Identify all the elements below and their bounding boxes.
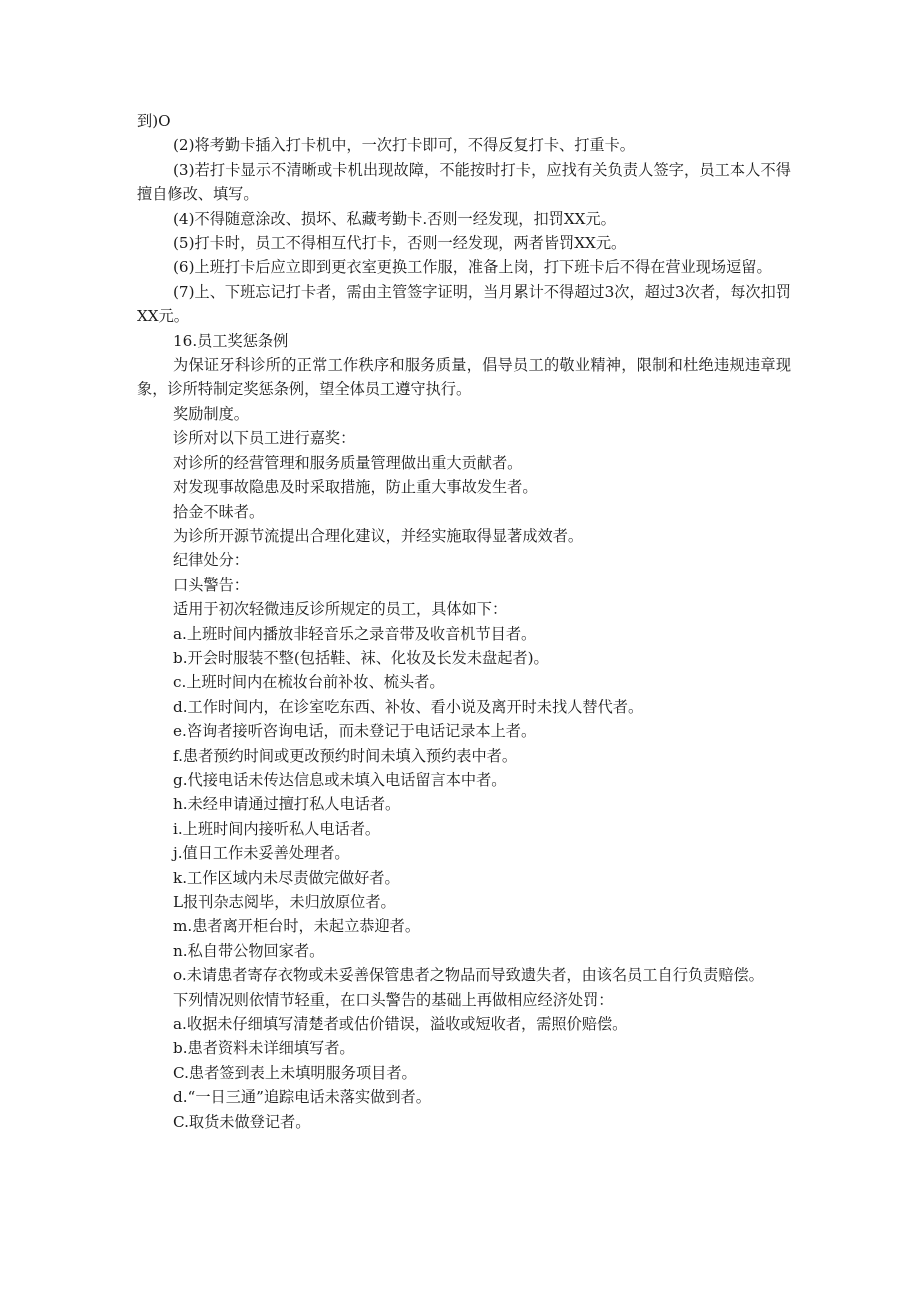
list-item: h.未经申请通过擅打私人电话者。 <box>173 795 401 814</box>
list-item: C.取货未做登记者。 <box>173 1112 311 1131</box>
paragraph: 诊所对以下员工进行嘉奖： <box>173 429 356 448</box>
paragraph: 对诊所的经营管理和服务质量管理做出重大贡献者。 <box>173 453 523 472</box>
list-item: i.上班时间内接听私人电话者。 <box>173 819 381 838</box>
paragraph: 对发现事故隐患及时采取措施，防止重大事故发生者。 <box>173 478 538 497</box>
list-item: b.患者资料未详细填写者。 <box>173 1039 355 1058</box>
list-item: d.工作时间内，在诊室吃东西、补妆、看小说及离开时未找人替代者。 <box>173 697 644 716</box>
paragraph: 为诊所开源节流提出合理化建议，并经实施取得显著成效者。 <box>173 526 584 545</box>
section-heading: 16.员工奖惩条例 <box>173 331 289 350</box>
list-item: c.上班时间内在梳妆台前补妆、梳头者。 <box>173 673 445 692</box>
list-item: C.患者签到表上未填明服务项目者。 <box>173 1063 417 1082</box>
paragraph: (6)上班打卡后应立即到更衣室更换工作服，准备上岗，打下班卡后不得在营业现场逗留。 <box>173 258 772 277</box>
list-item: e.咨询者接听咨询电话，而未登记于电话记录本上者。 <box>173 722 537 741</box>
paragraph: (2)将考勤卡插入打卡机中，一次打卡即可，不得反复打卡、打重卡。 <box>173 136 635 155</box>
list-item: g.代接电话未传达信息或未填入电话留言本中者。 <box>173 770 507 789</box>
paragraph: (5)打卡时，员工不得相互代打卡，否则一经发现，两者皆罚XX元。 <box>173 234 627 253</box>
paragraph: 拾金不昧者。 <box>173 502 265 521</box>
paragraph: 适用于初次轻微违反诊所规定的员工，具体如下： <box>173 600 508 619</box>
list-item: j.值日工作未妥善处理者。 <box>173 844 350 863</box>
list-item: b.开会时服装不整(包括鞋、袜、化妆及长发未盘起者)。 <box>173 648 549 667</box>
list-item: n.私自带公物回家者。 <box>173 941 325 960</box>
paragraph: 下列情况则依情节轻重，在口头警告的基础上再做相应经济处罚： <box>173 990 614 1009</box>
paragraph: 到)O <box>137 112 171 130</box>
list-item: a.上班时间内播放非轻音乐之录音带及收音机节目者。 <box>173 624 537 643</box>
paragraph: (3)若打卡显示不清晰或卡机出现故障，不能按时打卡，应找有关负责人签字，员工本人不得擅自修改、填写。 <box>137 160 791 204</box>
list-item: k.工作区域内未尽责做完做好者。 <box>173 868 400 887</box>
paragraph: 口头警告： <box>173 575 249 594</box>
paragraph: 为保证牙科诊所的正常工作秩序和服务质量，倡导员工的敬业精神，限制和杜绝违规违章现象，诊所特制定奖惩条例，望全体员工遵守执行。 <box>137 356 791 399</box>
list-item: o.未请患者寄存衣物或未妥善保管患者之物品而导致遗失者，由该名员工自行负责赔偿。 <box>173 966 764 985</box>
document-body <box>137 109 791 1134</box>
list-item: f.患者预约时间或更改预约时间未填入预约表中者。 <box>173 746 518 765</box>
paragraph: (4)不得随意涂改、损坏、私藏考勤卡.否则一经发现，扣罚XX元。 <box>173 209 616 228</box>
list-item: m.患者离开柜台时，未起立恭迎者。 <box>173 917 421 936</box>
list-item: L报刊杂志阅毕，未归放原位者。 <box>173 893 396 911</box>
paragraph: 奖励制度。 <box>173 404 249 423</box>
paragraph: 纪律处分： <box>173 551 249 570</box>
list-item: a.收据未仔细填写清楚者或估价错误，溢收或短收者，需照价赔偿。 <box>173 1015 628 1034</box>
paragraph: (7)上、下班忘记打卡者，需由主管签字证明，当月累计不得超过3次，超过3次者，每次扣罚XX元。 <box>137 282 791 326</box>
list-item: d.“一日三通”追踪电话未落实做到者。 <box>173 1088 431 1107</box>
